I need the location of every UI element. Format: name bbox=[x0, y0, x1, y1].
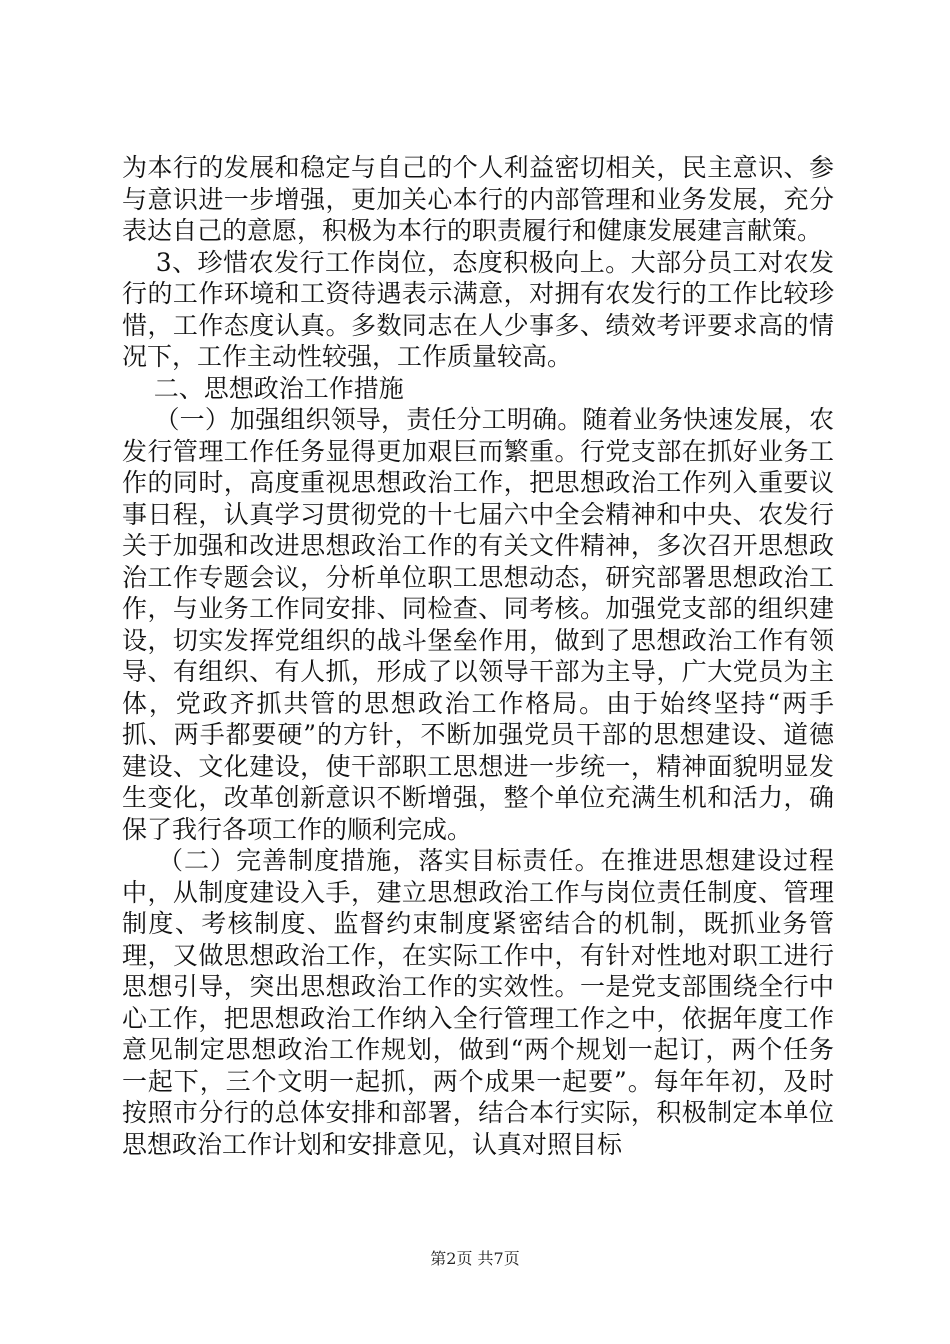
page-footer: 第2页 共7页 bbox=[430, 1249, 520, 1268]
paragraph-2: 3、珍惜农发行工作岗位，态度积极向上。大部分员工对农发行的工作环境和工资待遇表示满意，对拥有农发行的工作比较珍惜，工作态度认真。多数同志在人少事多、绩效考评要求高的情况下，工作主动性较强，工作质量较高。 bbox=[122, 247, 834, 371]
paragraph-4: （二）完善制度措施，落实目标责任。在推进思想建设过程中，从制度建设入手，建立思想政治工作与岗位责任制度、管理制度、考核制度、监督约束制度紧密结合的机制，既抓业务管理，又做思想政治工作，在实际工作中，有针对性地对职工进行思想引导，突出思想政治工作的实效性。一是党支部围绕全行中心工作，把思想政治工作纳入全行管理工作之中，依据年度工作意见制定思想政治工作规划，做到“两个规划一起订，两个任务一起下，三个文明一起抓，两个成果一起要”。每年年初，及时按照市分行的总体安排和部署，结合本行实际，积极制定本单位思想政治工作计划和安排意见，认真对照目标 bbox=[122, 846, 834, 1159]
section-heading: 二、思想政治工作措施 bbox=[122, 373, 404, 403]
paragraph-1: 为本行的发展和稳定与自己的个人利益密切相关，民主意识、参与意识进一步增强，更加关心本行的内部管理和业务发展，充分表达自己的意愿，积极为本行的职责履行和健康发展建言献策。 bbox=[122, 153, 834, 245]
document-body bbox=[122, 152, 834, 1160]
paragraph-3: （一）加强组织领导，责任分工明确。随着业务快速发展，农发行管理工作任务显得更加艰巨而繁重。行党支部在抓好业务工作的同时，高度重视思想政治工作，把思想政治工作列入重要议事日程，认真学习贯彻党的十七届六中全会精神和中央、农发行关于加强和改进思想政治工作的有关文件精神，多次召开思想政治工作专题会议，分析单位职工思想动态，研究部署思想政治工作，与业务工作同安排、同检查、同考核。加强党支部的组织建设，切实发挥党组织的战斗堡垒作用，做到了思想政治工作有领导、有组织、有人抓，形成了以领导干部为主导，广大党员为主体，党政齐抓共管的思想政治工作格局。由于始终坚持“两手抓、两手都要硬”的方针，不断加强党员干部的思想建设、道德建设、文化建设，使干部职工思想进一步统一，精神面貌明显发生变化，改革创新意识不断增强，整个单位充满生机和活力，确保了我行各项工作的顺利完成。 bbox=[122, 405, 834, 844]
